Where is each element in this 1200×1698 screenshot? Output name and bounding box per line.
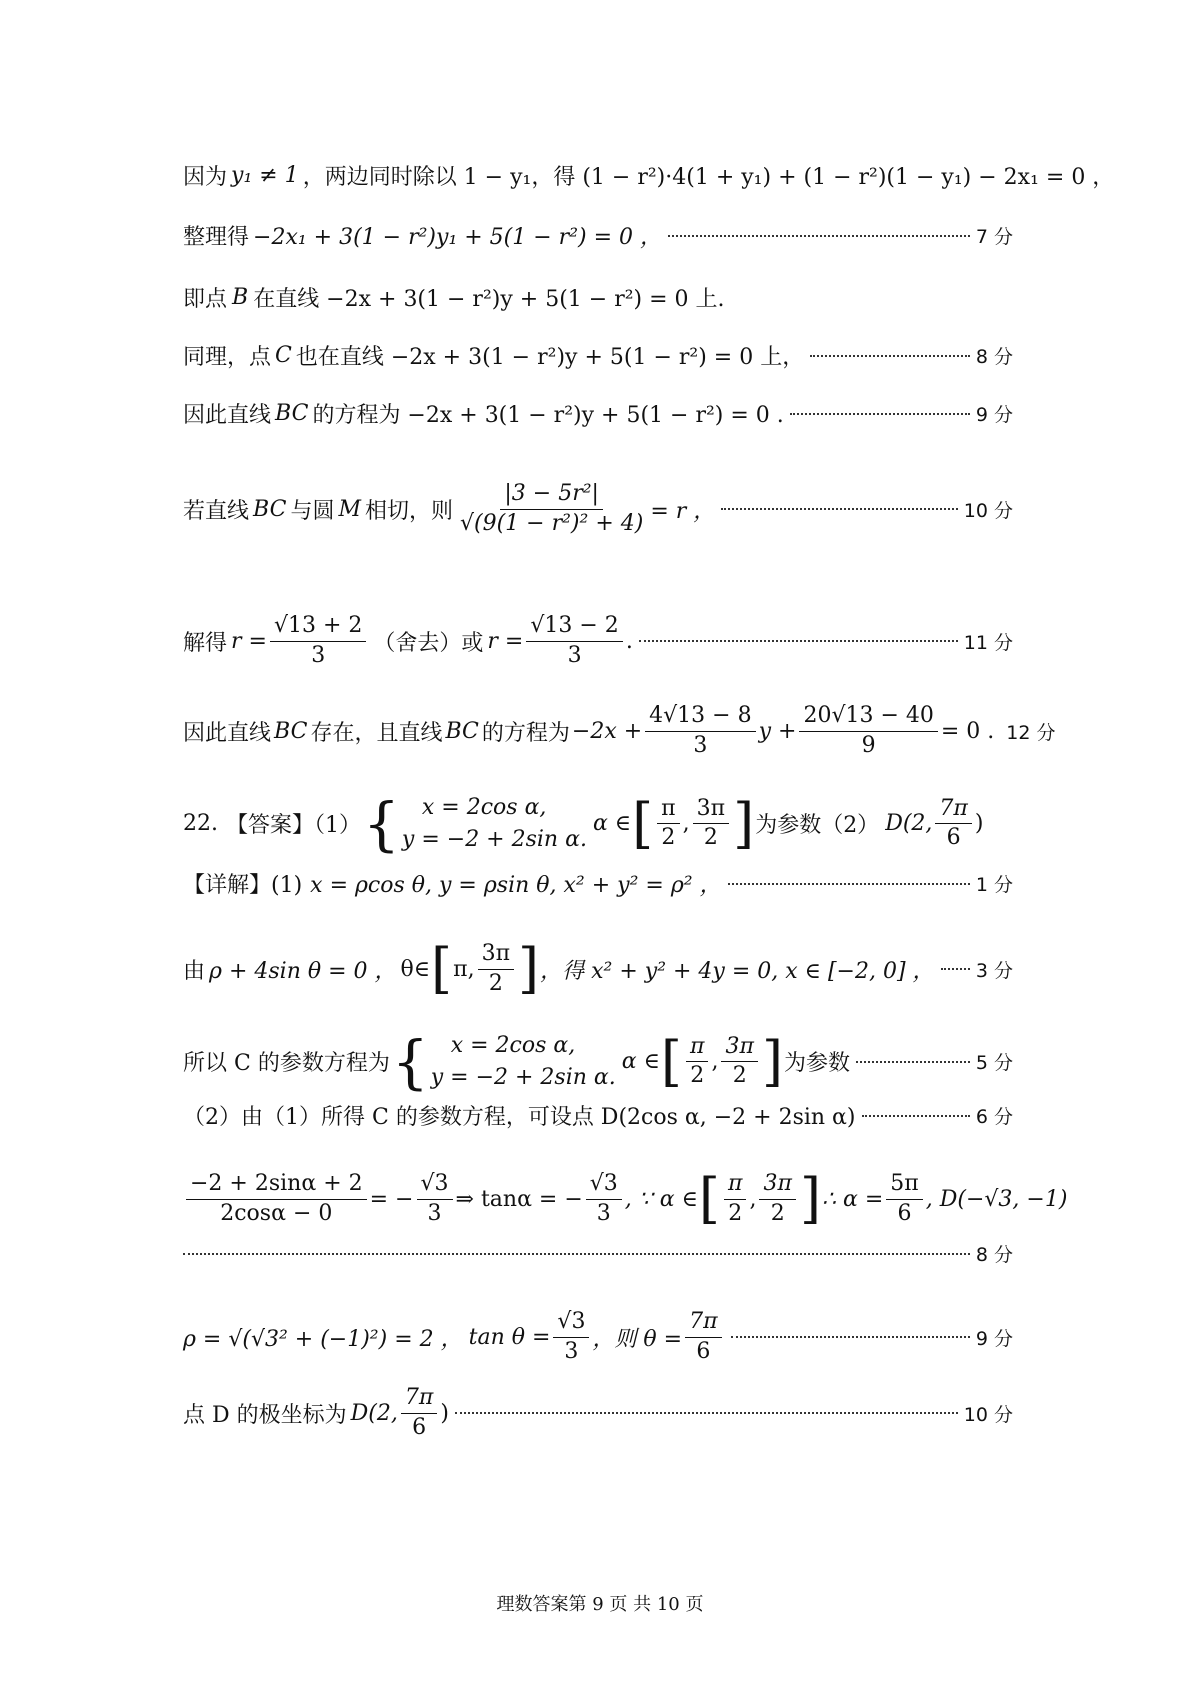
fraction-denominator: 2cosα − 0 bbox=[220, 1200, 333, 1226]
line-text bbox=[183, 702, 994, 760]
dot-leader bbox=[183, 1253, 970, 1255]
line-math: ρ + 4sin θ = 0 ， bbox=[209, 958, 397, 984]
question-number: 22. bbox=[183, 811, 218, 837]
alpha-range-label: α ∈ bbox=[621, 1049, 660, 1075]
fraction-numerator: 7π bbox=[401, 1384, 437, 1414]
score-label: 6 分 bbox=[975, 1106, 1013, 1128]
line-text bbox=[183, 937, 935, 1001]
fraction-denominator: 2 bbox=[770, 1200, 785, 1226]
param-note: 为参数（2） bbox=[755, 813, 880, 839]
range-low bbox=[657, 795, 679, 853]
line-suffix: 也在直线 −2x + 3(1 − r²)y + 5(1 − r²) = 0 上， bbox=[295, 345, 805, 370]
rho-value: ρ = √(√3² + (−1)²) = 2 ， bbox=[183, 1326, 463, 1352]
dot-leader bbox=[856, 1061, 970, 1063]
line-text bbox=[183, 160, 1114, 191]
line-text: 22. 【答案】（1） { x = 2cos α, y = −2 + 2sin α. α ∈ [ $\frac{\pi}{2}$ , $\frac{3\pi}{2}$ ] 为参数（2） D(2, $\frac{7\pi}{6}$ ) bbox=[183, 789, 984, 858]
theta-range-label: θ∈ bbox=[400, 956, 431, 982]
constant-fraction bbox=[799, 702, 937, 760]
line-text bbox=[183, 480, 715, 538]
line-prefix: 因此直线 bbox=[183, 403, 272, 428]
line-bc: BC bbox=[274, 718, 308, 744]
dot-leader bbox=[639, 640, 958, 642]
fraction-denominator: 6 bbox=[897, 1200, 912, 1226]
range-low: π, bbox=[453, 956, 475, 982]
line-math: x = ρcos θ, y = ρsin θ, x² + y² = ρ² ， bbox=[310, 873, 722, 898]
q22-answer-line bbox=[183, 789, 1013, 858]
r-label: r = bbox=[487, 628, 524, 654]
brace-icon: { bbox=[363, 789, 400, 858]
range-low bbox=[724, 1170, 746, 1228]
right-bracket-icon: ] bbox=[761, 1029, 784, 1093]
answer-tag: 【答案】（1） bbox=[226, 813, 361, 839]
dot-leader bbox=[728, 883, 970, 885]
close-paren: ) bbox=[974, 811, 984, 837]
detail-line-10 bbox=[183, 1384, 1013, 1442]
range-high bbox=[759, 1170, 795, 1228]
fraction-denominator: 2 bbox=[703, 825, 718, 851]
fraction-denominator: 3 bbox=[567, 642, 582, 668]
slope-fraction bbox=[186, 1170, 367, 1228]
fraction-denominator: 3 bbox=[596, 1200, 611, 1226]
fraction-numerator: π bbox=[686, 1033, 708, 1063]
fraction-numerator: 3π bbox=[759, 1170, 795, 1200]
angle-fraction bbox=[401, 1384, 437, 1442]
line-text bbox=[183, 220, 662, 251]
range-high bbox=[721, 1033, 757, 1091]
fraction-numerator: 3π bbox=[693, 795, 729, 825]
score-label: 9 分 bbox=[975, 1327, 1013, 1350]
score-label: 3 分 bbox=[975, 959, 1013, 982]
score-label: 12 分 bbox=[1006, 721, 1056, 744]
score-label: 10 分 bbox=[963, 1403, 1013, 1426]
fraction-numerator: 20√13 − 40 bbox=[799, 702, 937, 732]
point-d: D(2, bbox=[350, 1400, 398, 1426]
line-prefix: 因为 bbox=[183, 165, 228, 190]
fraction-numerator: √3 bbox=[417, 1170, 453, 1200]
line-text: $\frac{-2 + 2\sin\alpha + 2}{2\cos\alpha - 0}$ = − $\frac{√3}{3}$ ⇒ tanα = − $\frac{√3}{3}$ , ∵ α ∈ [ $\frac{\pi}{2}$ , $\frac{3\pi}{2}$ ] ∴ α = $\frac{5\pi}{6}$ , D(−√3, −1) bbox=[183, 1170, 1067, 1228]
score-label: 5 分 bbox=[975, 1052, 1013, 1075]
detail-line-3 bbox=[183, 937, 1013, 1001]
line-text bbox=[183, 340, 804, 371]
coef-fraction-y bbox=[645, 702, 755, 760]
line-prefix: 即点 bbox=[183, 287, 228, 312]
derivation-line-4 bbox=[183, 340, 1013, 371]
fraction-denominator: 2 bbox=[488, 970, 503, 996]
derivation-line-5 bbox=[183, 398, 1013, 429]
fraction-numerator: |3 − 5r²| bbox=[500, 480, 603, 510]
distance-fraction bbox=[456, 480, 647, 538]
detail-line-7 bbox=[183, 1167, 1068, 1231]
fraction-numerator: 3π bbox=[721, 1033, 757, 1063]
right-bracket-icon: ] bbox=[733, 791, 755, 855]
fraction-numerator: π bbox=[724, 1170, 746, 1200]
line-prefix: 若直线 bbox=[183, 498, 250, 524]
line-suffix: = 0 . bbox=[940, 718, 995, 744]
point-d: D(2, bbox=[885, 811, 933, 837]
fraction-numerator: 4√13 − 8 bbox=[645, 702, 755, 732]
line-math: B bbox=[232, 285, 249, 310]
page-footer: 理数答案第 9 页 共 10 页 bbox=[496, 1594, 704, 1615]
detail-line-1 bbox=[183, 868, 1013, 899]
fraction-numerator: 5π bbox=[886, 1170, 922, 1200]
case-y: y = −2 + 2sin α. bbox=[401, 826, 587, 852]
fraction-denominator: 3 bbox=[693, 732, 708, 758]
left-bracket-icon: [ bbox=[431, 937, 453, 1001]
angle-fraction bbox=[935, 795, 971, 853]
close-paren: ) bbox=[440, 1400, 449, 1426]
parametric-cases bbox=[431, 1030, 616, 1094]
fraction-numerator: 3π bbox=[478, 940, 514, 970]
detail-line-5 bbox=[183, 1027, 1013, 1096]
line-suffix: = r ， bbox=[650, 498, 716, 524]
tangent-line bbox=[183, 480, 1013, 538]
range-high bbox=[693, 795, 729, 853]
fraction-numerator: 7π bbox=[685, 1308, 721, 1338]
fraction-denominator: 3 bbox=[427, 1200, 442, 1226]
alpha-range-label: α ∈ bbox=[592, 811, 632, 837]
param-note: 为参数 bbox=[784, 1051, 851, 1077]
equals: = − bbox=[369, 1186, 414, 1212]
fraction-denominator: 6 bbox=[696, 1338, 711, 1364]
r-label: r = bbox=[231, 628, 267, 654]
fraction-denominator: 2 bbox=[728, 1200, 743, 1226]
fraction-numerator: √13 + 2 bbox=[270, 612, 366, 642]
dot-leader bbox=[941, 968, 970, 970]
score-label: 7 分 bbox=[975, 226, 1013, 248]
line-suffix: 的方程为 −2x + 3(1 − r²)y + 5(1 − r²) = 0 . bbox=[312, 403, 784, 428]
line-suffix: ，两边同时除以 1 − y₁，得 (1 − r²)·4(1 + y₁) + (1 − r²)(1 − y₁) − 2x₁ = 0 ， bbox=[302, 165, 1115, 190]
line-prefix: 同理，点 bbox=[183, 345, 272, 370]
fraction-denominator: √(9(1 − r²)² + 4) bbox=[460, 510, 644, 536]
line-text bbox=[183, 1384, 449, 1442]
score-label: 11 分 bbox=[963, 631, 1013, 654]
tan-label: ⇒ tanα = − bbox=[455, 1186, 583, 1212]
score-label: 9 分 bbox=[975, 404, 1013, 426]
score-label: 10 分 bbox=[963, 499, 1013, 522]
score-label: 8 分 bbox=[975, 1244, 1013, 1266]
line-mid: 存在，且直线 bbox=[310, 720, 443, 746]
dot-leader bbox=[790, 413, 970, 415]
alpha-fraction bbox=[886, 1170, 922, 1228]
line-text bbox=[183, 1308, 725, 1366]
fraction-denominator: 6 bbox=[412, 1414, 427, 1440]
line-math: y₁ ≠ 1 bbox=[231, 163, 299, 188]
detail-line-8 bbox=[183, 1240, 1013, 1267]
range-low bbox=[686, 1033, 708, 1091]
score-label: 8 分 bbox=[975, 346, 1013, 368]
line-mid: 与圆 bbox=[290, 498, 335, 524]
line-prefix: 所以 C 的参数方程为 bbox=[183, 1051, 390, 1077]
score-label: 1 分 bbox=[975, 874, 1013, 896]
right-bracket-icon: ] bbox=[518, 937, 540, 1001]
discard-note: （舍去）或 bbox=[373, 630, 484, 656]
then-label: ，则 θ = bbox=[592, 1326, 683, 1352]
dot-leader bbox=[668, 235, 970, 237]
fraction-numerator: −2 + 2sinα + 2 bbox=[186, 1170, 367, 1200]
case-x: x = 2cos α, bbox=[450, 1033, 576, 1058]
fraction-denominator: 2 bbox=[690, 1063, 705, 1089]
point-d: , D(−√3, −1) bbox=[925, 1186, 1068, 1212]
line-text bbox=[183, 612, 633, 670]
detail-line-6 bbox=[183, 1100, 1013, 1131]
fraction-denominator: 9 bbox=[861, 732, 876, 758]
dot-leader bbox=[810, 355, 970, 357]
fraction-denominator: 2 bbox=[732, 1063, 747, 1089]
tan-fraction bbox=[553, 1308, 589, 1366]
dot-leader bbox=[455, 1412, 958, 1414]
line-text bbox=[183, 282, 725, 313]
line-mid2: 的方程为 bbox=[481, 720, 570, 746]
line-content: （2）由（1）所得 C 的参数方程，可设点 D(2cos α, −2 + 2sin α) bbox=[183, 1105, 856, 1130]
fraction-denominator: 6 bbox=[946, 825, 961, 851]
therefore-label: ∴ α = bbox=[822, 1186, 884, 1212]
root-fraction-2 bbox=[526, 612, 622, 670]
line-math: C bbox=[275, 343, 292, 368]
detail-line-9 bbox=[183, 1308, 1013, 1366]
parametric-cases bbox=[402, 792, 587, 856]
dot-leader bbox=[731, 1336, 970, 1338]
line-math: −2x₁ + 3(1 − r²)y₁ + 5(1 − r²) = 0 ， bbox=[253, 225, 663, 250]
line-text bbox=[183, 398, 784, 429]
line-prefix: 整理得 bbox=[183, 225, 250, 250]
line-math: BC bbox=[275, 401, 309, 426]
line-text: 所以 C 的参数方程为 { x = 2cos α, y = −2 + 2sin α. α ∈ [ $\frac{\pi}{2}$ , $\frac{3\pi}{2}$ ] 为参数 bbox=[183, 1027, 851, 1096]
dot-leader bbox=[721, 508, 958, 510]
solve-line bbox=[183, 612, 1013, 670]
line-prefix: 点 D 的极坐标为 bbox=[183, 1402, 347, 1428]
root-fraction-1 bbox=[270, 612, 366, 670]
term-x: −2x + bbox=[571, 718, 643, 744]
left-bracket-icon: [ bbox=[632, 791, 654, 855]
fraction-denominator: 3 bbox=[311, 642, 326, 668]
tan-fraction bbox=[586, 1170, 622, 1228]
line-bc: BC bbox=[445, 718, 479, 744]
line-bc: BC bbox=[253, 496, 287, 522]
left-bracket-icon: [ bbox=[698, 1167, 720, 1231]
line-prefix: 因此直线 bbox=[183, 720, 272, 746]
case-x: x = 2cos α, bbox=[421, 795, 547, 820]
derivation-line-1 bbox=[183, 160, 1115, 191]
fraction-numerator: π bbox=[657, 795, 679, 825]
derivation-line-3 bbox=[183, 282, 1013, 313]
line-suffix: 在直线 −2x + 3(1 − r²)y + 5(1 − r²) = 0 上. bbox=[253, 287, 725, 312]
fraction-numerator: √13 − 2 bbox=[526, 612, 622, 642]
detail-tag: 【详解】(1) bbox=[183, 873, 303, 898]
fraction-numerator: 7π bbox=[935, 795, 971, 825]
fraction-denominator: 2 bbox=[661, 825, 676, 851]
existence-line bbox=[183, 702, 1056, 760]
left-bracket-icon: [ bbox=[660, 1029, 682, 1093]
value-fraction bbox=[417, 1170, 453, 1228]
line-text bbox=[183, 1100, 856, 1131]
term-y: y + bbox=[758, 718, 797, 744]
theta-fraction bbox=[685, 1308, 721, 1366]
line-suffix: ，得 x² + y² + 4y = 0, x ∈ [−2, 0] ， bbox=[540, 958, 935, 984]
since-label: , ∵ α ∈ bbox=[624, 1186, 698, 1212]
line-mid2: 相切，则 bbox=[364, 498, 453, 524]
line-prefix: 由 bbox=[183, 958, 206, 984]
tan-label: tan θ = bbox=[468, 1324, 551, 1350]
line-text bbox=[183, 868, 722, 899]
fraction-numerator: √3 bbox=[586, 1170, 622, 1200]
derivation-line-2 bbox=[183, 220, 1013, 251]
brace-icon: { bbox=[391, 1027, 429, 1096]
fraction-numerator: √3 bbox=[553, 1308, 589, 1338]
line-suffix: . bbox=[625, 628, 633, 654]
right-bracket-icon: ] bbox=[799, 1167, 822, 1231]
fraction-denominator: 3 bbox=[564, 1338, 579, 1364]
dot-leader bbox=[862, 1115, 970, 1117]
line-prefix: 解得 bbox=[183, 630, 228, 656]
range-high bbox=[478, 940, 514, 998]
circle-name: M bbox=[338, 496, 361, 522]
case-y: y = −2 + 2sin α. bbox=[430, 1064, 616, 1090]
